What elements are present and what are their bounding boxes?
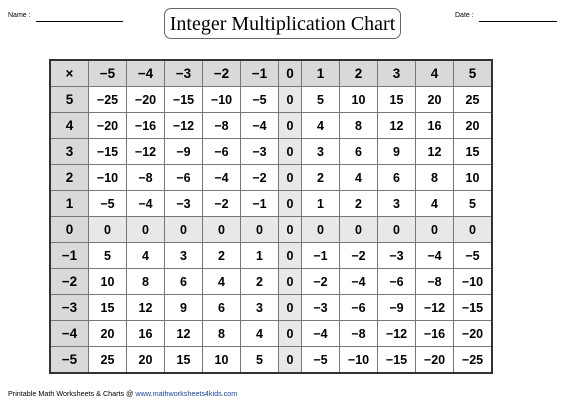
row-header: 5 — [50, 87, 89, 113]
product-cell: −6 — [340, 295, 378, 321]
row-header: −3 — [50, 295, 89, 321]
column-header: −2 — [203, 60, 241, 87]
product-cell: 10 — [203, 347, 241, 374]
product-cell: −6 — [203, 139, 241, 165]
product-cell: 5 — [302, 87, 340, 113]
product-cell: 6 — [340, 139, 378, 165]
product-cell: −2 — [340, 243, 378, 269]
table-row — [50, 295, 492, 321]
product-cell: −25 — [89, 87, 127, 113]
product-cell: −20 — [89, 113, 127, 139]
table-row — [50, 139, 492, 165]
product-cell: −2 — [302, 269, 340, 295]
product-cell: −16 — [127, 113, 165, 139]
product-cell: 1 — [241, 243, 279, 269]
product-cell: 0 — [279, 191, 302, 217]
row-header: 0 — [50, 217, 89, 243]
product-cell: 2 — [340, 191, 378, 217]
column-header: −3 — [165, 60, 203, 87]
product-cell: −15 — [165, 87, 203, 113]
product-cell: −4 — [416, 243, 454, 269]
row-header: −2 — [50, 269, 89, 295]
product-cell: 4 — [127, 243, 165, 269]
table-row — [50, 321, 492, 347]
product-cell: 0 — [279, 295, 302, 321]
product-cell: 2 — [241, 269, 279, 295]
column-header: 1 — [302, 60, 340, 87]
product-cell: −2 — [241, 165, 279, 191]
product-cell: −1 — [302, 243, 340, 269]
date-field[interactable] — [479, 21, 557, 22]
name-label: Name : — [8, 12, 31, 19]
row-header: −5 — [50, 347, 89, 374]
product-cell: 2 — [302, 165, 340, 191]
product-cell: −12 — [378, 321, 416, 347]
product-cell: 0 — [279, 165, 302, 191]
product-cell: −5 — [89, 191, 127, 217]
product-cell: −1 — [241, 191, 279, 217]
product-cell: 3 — [302, 139, 340, 165]
product-cell: −4 — [241, 113, 279, 139]
product-cell: −3 — [165, 191, 203, 217]
product-cell: −25 — [454, 347, 493, 374]
product-cell: −9 — [165, 139, 203, 165]
product-cell: 20 — [454, 113, 493, 139]
product-cell: −3 — [302, 295, 340, 321]
product-cell: 0 — [378, 217, 416, 243]
product-cell: 0 — [279, 243, 302, 269]
product-cell: −20 — [416, 347, 454, 374]
product-cell: 9 — [378, 139, 416, 165]
product-cell: 5 — [454, 191, 493, 217]
product-cell: 0 — [279, 321, 302, 347]
product-cell: −12 — [416, 295, 454, 321]
row-header: 2 — [50, 165, 89, 191]
footer — [8, 389, 237, 398]
product-cell: −4 — [302, 321, 340, 347]
product-cell: 15 — [454, 139, 493, 165]
product-cell: 8 — [203, 321, 241, 347]
product-cell: 12 — [416, 139, 454, 165]
name-field[interactable] — [36, 21, 123, 22]
product-cell: 25 — [454, 87, 493, 113]
product-cell: −4 — [127, 191, 165, 217]
product-cell: 0 — [454, 217, 493, 243]
product-cell: 8 — [127, 269, 165, 295]
product-cell: 12 — [165, 321, 203, 347]
footer-link[interactable]: www.mathworksheets4kids.com — [135, 389, 238, 398]
product-cell: 15 — [89, 295, 127, 321]
product-cell: −20 — [127, 87, 165, 113]
product-cell: 9 — [165, 295, 203, 321]
chart-title-text: Integer Multiplication Chart — [169, 12, 396, 35]
product-cell: −4 — [203, 165, 241, 191]
product-cell: 20 — [416, 87, 454, 113]
row-header: −4 — [50, 321, 89, 347]
product-cell: −10 — [340, 347, 378, 374]
product-cell: −12 — [165, 113, 203, 139]
product-cell: −4 — [340, 269, 378, 295]
product-cell: 12 — [378, 113, 416, 139]
product-cell: 12 — [127, 295, 165, 321]
product-cell: 15 — [378, 87, 416, 113]
row-header: 1 — [50, 191, 89, 217]
table-row — [50, 269, 492, 295]
row-header: 4 — [50, 113, 89, 139]
product-cell: 8 — [340, 113, 378, 139]
row-header: 3 — [50, 139, 89, 165]
product-cell: −8 — [340, 321, 378, 347]
product-cell: 4 — [241, 321, 279, 347]
product-cell: 15 — [165, 347, 203, 374]
product-cell: 0 — [127, 217, 165, 243]
row-header: −1 — [50, 243, 89, 269]
product-cell: −5 — [454, 243, 493, 269]
product-cell: −15 — [454, 295, 493, 321]
product-cell: −8 — [203, 113, 241, 139]
product-cell: 16 — [416, 113, 454, 139]
product-cell: −3 — [378, 243, 416, 269]
product-cell: −3 — [241, 139, 279, 165]
product-cell: −16 — [416, 321, 454, 347]
product-cell: −6 — [165, 165, 203, 191]
product-cell: 20 — [89, 321, 127, 347]
table-row — [50, 165, 492, 191]
product-cell: 8 — [416, 165, 454, 191]
multiplication-table — [49, 59, 493, 374]
product-cell: 4 — [416, 191, 454, 217]
product-cell: 16 — [127, 321, 165, 347]
product-cell: 0 — [89, 217, 127, 243]
product-cell: 3 — [165, 243, 203, 269]
product-cell: −8 — [416, 269, 454, 295]
product-cell: −15 — [378, 347, 416, 374]
product-cell: −5 — [241, 87, 279, 113]
column-header: −5 — [89, 60, 127, 87]
product-cell: −9 — [378, 295, 416, 321]
product-cell: 20 — [127, 347, 165, 374]
product-cell: 10 — [89, 269, 127, 295]
product-cell: 5 — [241, 347, 279, 374]
product-cell: 10 — [454, 165, 493, 191]
product-cell: 10 — [340, 87, 378, 113]
table-row — [50, 191, 492, 217]
product-cell: 0 — [279, 87, 302, 113]
date-label: Date : — [455, 12, 474, 19]
product-cell: −6 — [378, 269, 416, 295]
product-cell: 0 — [279, 269, 302, 295]
column-header: 3 — [378, 60, 416, 87]
product-cell: 5 — [89, 243, 127, 269]
product-cell: 0 — [416, 217, 454, 243]
header-row — [50, 60, 492, 87]
column-header: 4 — [416, 60, 454, 87]
product-cell: 6 — [378, 165, 416, 191]
product-cell: 6 — [165, 269, 203, 295]
product-cell: 3 — [241, 295, 279, 321]
product-cell: −10 — [89, 165, 127, 191]
product-cell: 2 — [203, 243, 241, 269]
product-cell: 0 — [165, 217, 203, 243]
product-cell: −10 — [203, 87, 241, 113]
chart-title — [164, 8, 401, 39]
product-cell: 1 — [302, 191, 340, 217]
product-cell: 0 — [279, 217, 302, 243]
product-cell: 0 — [279, 113, 302, 139]
corner-multiply-symbol: × — [50, 60, 89, 87]
product-cell: 4 — [203, 269, 241, 295]
product-cell: 0 — [302, 217, 340, 243]
product-cell: 6 — [203, 295, 241, 321]
table-row — [50, 243, 492, 269]
column-header: 0 — [279, 60, 302, 87]
product-cell: 0 — [279, 139, 302, 165]
product-cell: 4 — [340, 165, 378, 191]
footer-text: Printable Math Worksheets & Charts @ — [8, 389, 136, 398]
product-cell: 4 — [302, 113, 340, 139]
product-cell: 0 — [241, 217, 279, 243]
product-cell: −20 — [454, 321, 493, 347]
column-header: −1 — [241, 60, 279, 87]
table-row — [50, 113, 492, 139]
product-cell: 25 — [89, 347, 127, 374]
product-cell: 0 — [340, 217, 378, 243]
product-cell: −5 — [302, 347, 340, 374]
product-cell: −10 — [454, 269, 493, 295]
column-header: −4 — [127, 60, 165, 87]
product-cell: −15 — [89, 139, 127, 165]
column-header: 2 — [340, 60, 378, 87]
product-cell: −8 — [127, 165, 165, 191]
column-header: 5 — [454, 60, 493, 87]
table-row — [50, 347, 492, 374]
product-cell: 0 — [203, 217, 241, 243]
product-cell: 3 — [378, 191, 416, 217]
product-cell: −12 — [127, 139, 165, 165]
table-row — [50, 87, 492, 113]
product-cell: 0 — [279, 347, 302, 374]
product-cell: −2 — [203, 191, 241, 217]
table-row — [50, 217, 492, 243]
